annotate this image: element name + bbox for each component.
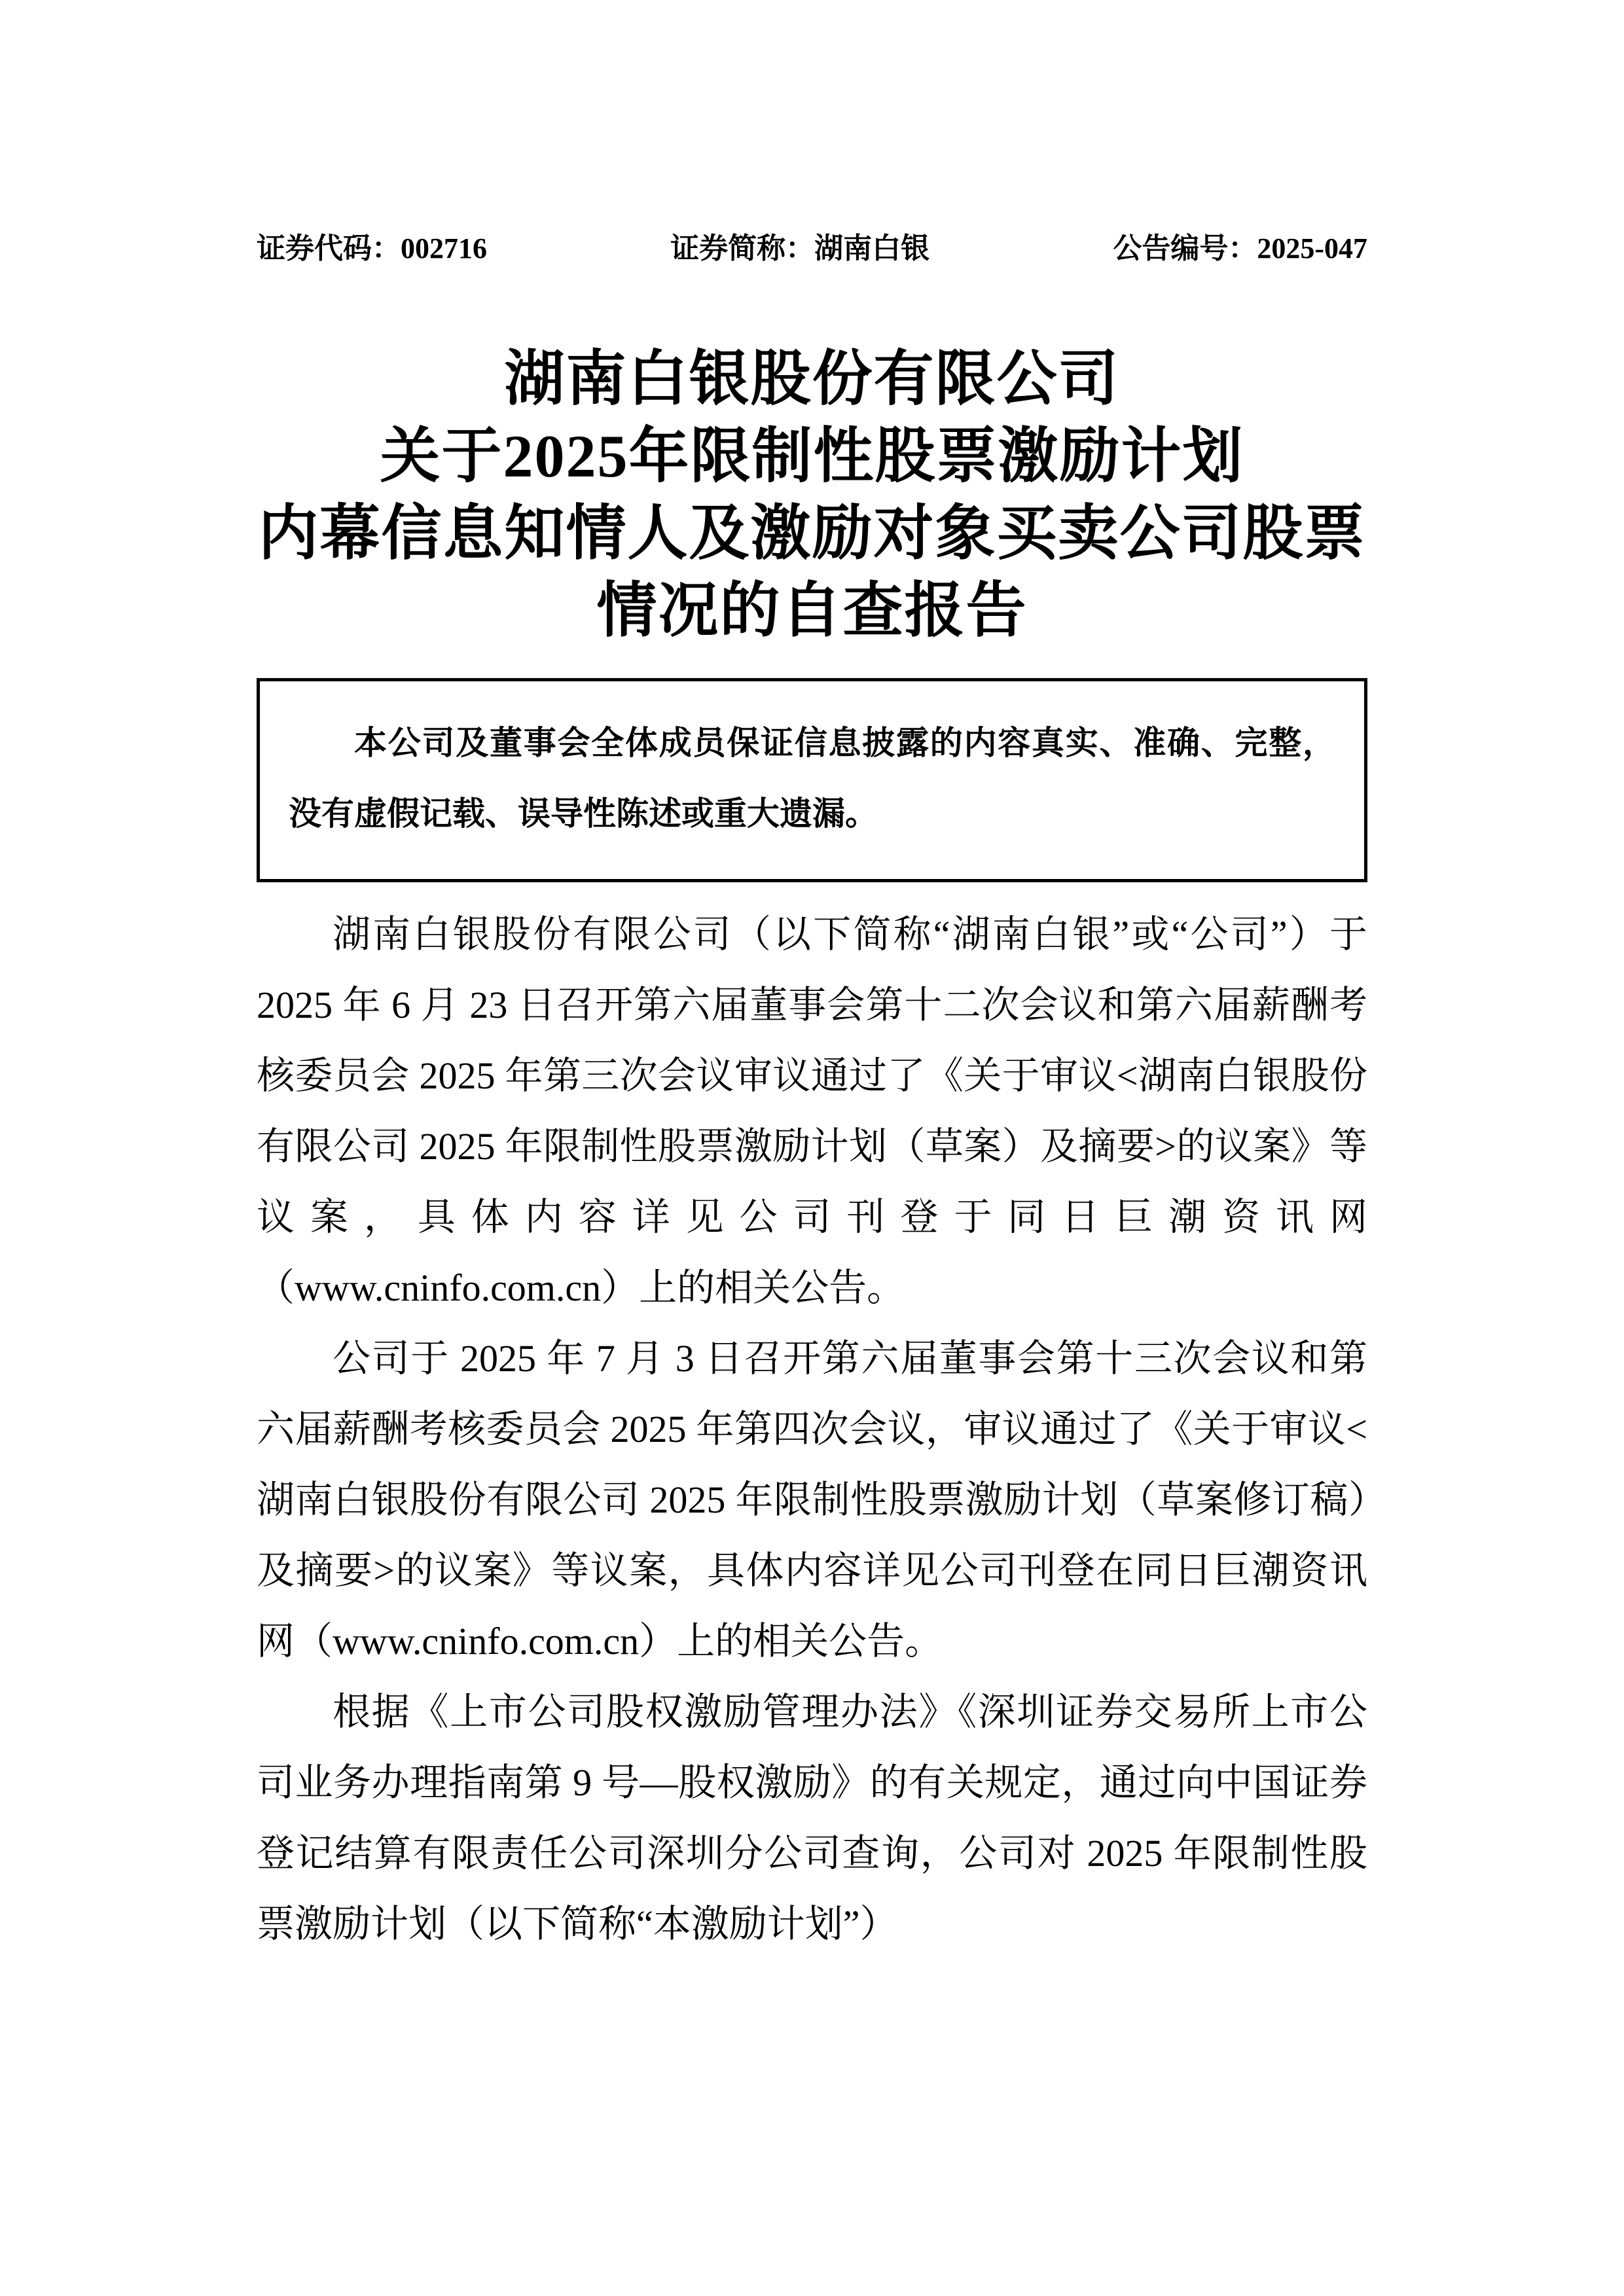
stock-code-label: 证券代码：002716 bbox=[257, 232, 487, 264]
title-line-company: 湖南白银股份有限公司 bbox=[504, 346, 1120, 412]
stock-abbr-label: 证券简称：湖南白银 bbox=[670, 232, 930, 264]
declaration-text: 本公司及董事会全体成员保证信息披露的内容真实、准确、完整，没有虚假记载、误导性陈述或重大遗漏。 bbox=[289, 725, 1335, 832]
announcement-number-label: 公告编号：2025-047 bbox=[1113, 232, 1367, 264]
document-header bbox=[257, 230, 1367, 267]
document-body bbox=[257, 899, 1367, 1960]
body-paragraph-3: 根据《上市公司股权激励管理办法》《深圳证券交易所上市公司业务办理指南第 9 号—股权激励》的有关规定，通过向中国证券登记结算有限责任公司深圳分公司查询，公司对 2025 年限制性股票激励计划（以下简称“本激励计划”） bbox=[257, 1691, 1367, 1945]
title-line-insiders: 内幕信息知情人及激励对象买卖公司股票 bbox=[258, 500, 1366, 567]
body-paragraph-1: 湖南白银股份有限公司（以下简称“湖南白银”或“公司”）于 2025 年 6 月 23 日召开第六届董事会第十二次会议和第六届薪酬考核委员会 2025 年第三次会议审议通过了《关于审议<湖南白银股份有限公司 2025 年限制性股票激励计划（草案）及摘要>的议案》等议案，具体内容详见公司刊登于同日巨潮资讯网（www.cninfo.com.cn）上的相关公告。 bbox=[257, 913, 1367, 1309]
document-title bbox=[257, 340, 1367, 649]
declaration-box bbox=[257, 678, 1367, 882]
title-line-report: 情况的自查报告 bbox=[596, 577, 1028, 644]
title-line-plan: 关于2025年限制性股票激励计划 bbox=[380, 423, 1244, 490]
body-paragraph-2: 公司于 2025 年 7 月 3 日召开第六届董事会第十三次会议和第六届薪酬考核委员会 2025 年第四次会议，审议通过了《关于审议<湖南白银股份有限公司 2025 年限制性股票激励计划（草案修订稿）及摘要>的议案》等议案，具体内容详见公司刊登在同日巨潮资讯网（www.cninfo.com.cn）上的相关公告。 bbox=[257, 1337, 1367, 1662]
